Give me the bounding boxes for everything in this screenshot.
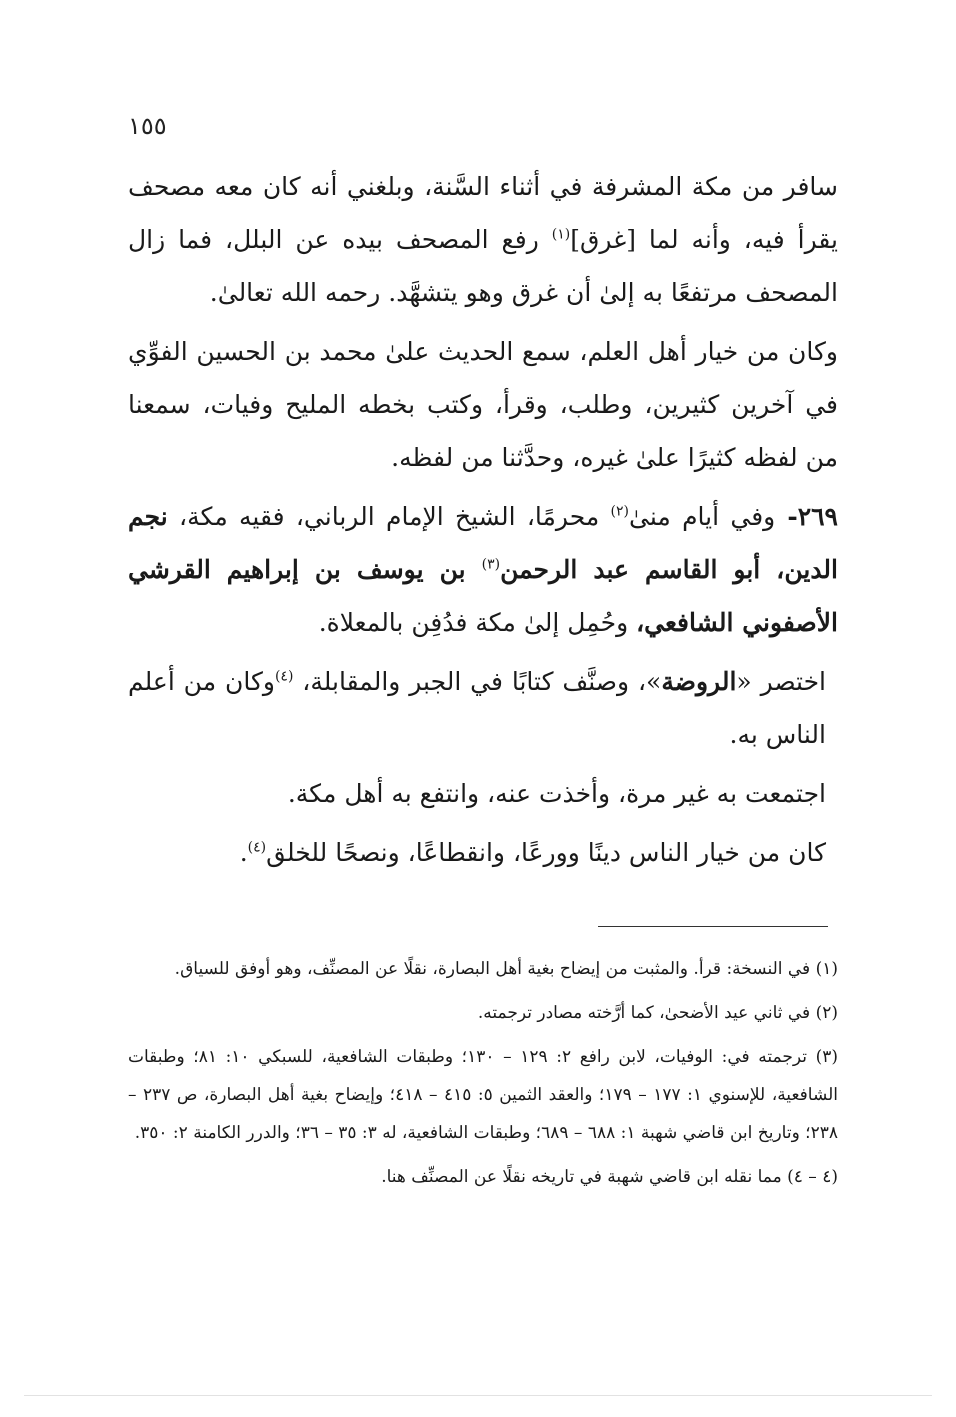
paragraph-5-text: اجتمعت به غير مرة، وأخذت عنه، وانتفع به أهل مكة. xyxy=(287,779,826,808)
entry-269 xyxy=(128,490,838,649)
paragraph-2 xyxy=(128,325,838,484)
paragraph-6-text-b: . xyxy=(239,838,248,867)
paragraph-5 xyxy=(128,767,838,820)
book-title-rawda: الروضة xyxy=(661,667,737,696)
paragraph-1-rest: رفع المصحف بيده عن البلل، فما زال المصحف مرتفعًا به إلىٰ أن غرق وهو يتشهَّد. رحمه الله تعالىٰ. xyxy=(128,225,838,307)
main-text xyxy=(128,160,838,879)
paragraph-4-text-b: »، وصنَّف كتابًا في الجبر والمقابلة، xyxy=(293,667,662,696)
entry-269-text-c: وحُمِل إلىٰ مكة فدُفِن بالمعلاة. xyxy=(318,608,637,637)
footnote-marker-4-end: (٤) xyxy=(247,839,267,856)
paragraph-1-text: سافر من مكة المشرفة في أثناء السَّنة، وبلغني أنه كان معه مصحف يقرأ فيه، وأنه لما [غرق] xyxy=(128,172,838,254)
entry-269-lineage: بن يوسف بن إبراهيم القرشي الأصفوني الشافعي، xyxy=(128,555,838,637)
entry-269-text-b: محرمًا، الشيخ الإمام الرباني، فقيه مكة، xyxy=(167,502,611,531)
footnote-2: (٢) في ثاني عيد الأضحىٰ، كما أرَّخته مصادر ترجمته. xyxy=(477,1003,838,1023)
entry-269-text-a: وفي أيام منىٰ xyxy=(629,502,776,531)
entry-number: ٢٦٩- xyxy=(775,502,838,531)
footnotes xyxy=(128,950,838,1202)
paragraph-6-text-a: كان من خيار الناس دينًا وورعًا، وانقطاعًا، ونصحًا للخلق xyxy=(266,838,826,867)
paragraph-6 xyxy=(128,826,838,879)
footnote-3: (٣) ترجمته في: الوفيات، لابن رافع ٢: ١٢٩ – ١٣٠؛ وطبقات الشافعية، للسبكي ١٠: ٨١؛ وطبقات الشافعية، للإسنوي ١: ١٧٧ – ١٧٩؛ والعقد الثمين ٥: ٤١٥ – ٤١٨؛ وإيضاح بغية أهل البصارة، ص ٢٣٧ – ٢٣٨؛ وتاريخ ابن قاضي شهبة ١: ٦٨٨ – ٦٨٩؛ وطبقات الشافعية، له ٣: ٣٥ – ٣٦؛ والدرر الكامنة ٢: ٣٥٠. xyxy=(128,1047,839,1143)
paragraph-2-text: وكان من خيار أهل العلم، سمع الحديث علىٰ محمد بن الحسين الفوِّي في آخرين كثيرين، وطلب، وقرأ، وكتب بخطه المليح وفيات، سمعنا من لفظه كثيرًا علىٰ غيره، وحدَّثنا من لفظه. xyxy=(128,337,838,472)
footnote-4: (٤ – ٤) مما نقله ابن قاضي شهبة في تاريخه نقلًا عن المصنِّف هنا. xyxy=(381,1167,838,1187)
paragraph-4-text-c: وكان من أعلم الناس به. xyxy=(128,667,826,749)
paragraph-4-text-a: اختصر « xyxy=(736,667,827,696)
page-number: ١٥٥ xyxy=(128,112,167,140)
footnote-marker-4-start: (٤) xyxy=(274,668,294,685)
footnote-1: (١) في النسخة: قرأ. والمثبت من إيضاح بغية أهل البصارة، نقلًا عن المصنِّف، وهو أوفق للسياق. xyxy=(174,959,838,979)
footnote-marker-3: (٣) xyxy=(481,556,501,573)
footnote-separator xyxy=(598,926,828,927)
entry-269-name: نجم الدين، أبو القاسم عبد الرحمن xyxy=(128,502,839,584)
footnote-marker-1: (١) xyxy=(551,226,571,243)
scan-edge xyxy=(24,1395,932,1396)
paragraph-1 xyxy=(128,160,838,319)
footnote-marker-2: (٢) xyxy=(610,503,629,520)
paragraph-4 xyxy=(128,655,838,761)
